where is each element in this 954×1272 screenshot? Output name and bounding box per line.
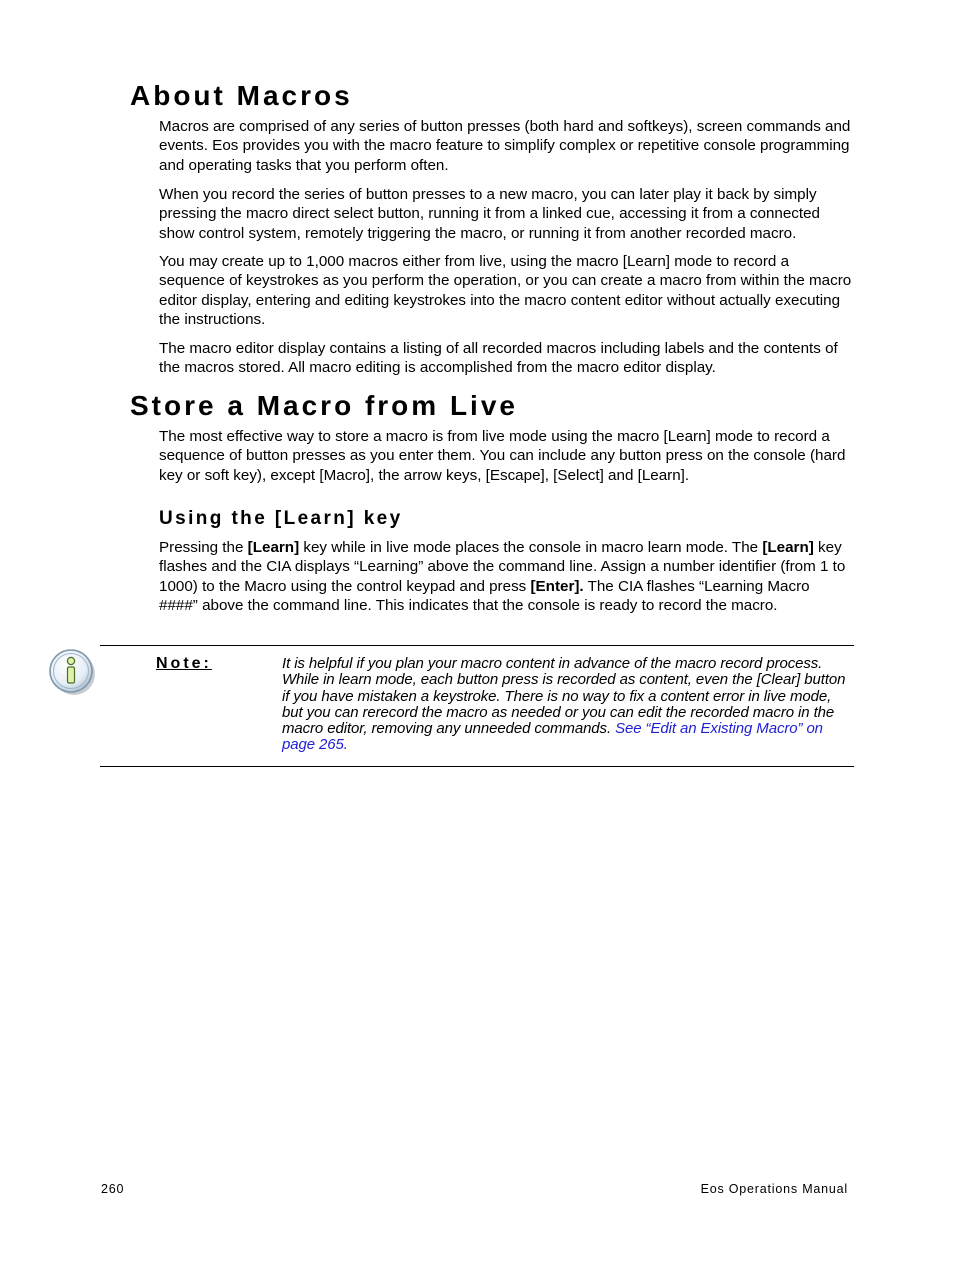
- heading-about-macros: About Macros: [130, 80, 353, 111]
- page-number: 260: [101, 1182, 125, 1196]
- about-paragraph-2: When you record the series of button presses to a new macro, you can later play it back by simply pressing the macro direct select button, running it from a linked cue, accessing it from a connected show control system, remotely triggering the macro, or running it from another recorded macro.: [159, 186, 820, 242]
- enter-key-bold: [Enter].: [530, 577, 584, 595]
- learn-key-bold: [Learn]: [247, 539, 300, 556]
- note-text: It is helpful if you plan your macro content in advance of the macro record process. While in learn mode, each button press is recorded as content, even the [Clear] button if you have mistaken a keystroke. There is no way to fix a content error in live mode, but you can rerecord the macro as needed or you can edit the recorded macro in the macro editor, removing any unneeded commands. See “Edit an Existing Macro” on page 265.: [282, 655, 846, 754]
- manual-title: Eos Operations Manual: [700, 1182, 848, 1196]
- learn-paragraph: Pressing the [Learn] key while in live mode places the console in macro learn mode. The [Learn] key flashes and the CIA displays “Learning” above the command line. Assign a number identifier (from 1 to 1000) to the Macro using the control keypad and press [Enter]. The CIA flashes “Learning Macro ####” above the command line. This indicates that the console is ready to record the macro.: [159, 539, 846, 615]
- note-label: Note:: [156, 655, 212, 672]
- note-top-rule: [100, 645, 854, 646]
- info-icon: [48, 648, 98, 698]
- about-paragraph-3: You may create up to 1,000 macros either from live, using the macro [Learn] mode to record a sequence of keystrokes as you perform the operation, or you can create a macro from within the macro editor display, entering and editing keystrokes into the macro content editor without actually executing the instructions.: [159, 253, 852, 329]
- see-edit-macro-link[interactable]: See “Edit an Existing Macro” on page 265.: [282, 720, 823, 754]
- about-paragraph-4: The macro editor display contains a listing of all recorded macros including labels and the contents of the macros stored. All macro editing is accomplished from the macro editor display.: [159, 340, 838, 377]
- heading-store-macro-from-live: Store a Macro from Live: [130, 390, 518, 421]
- note-bottom-rule: [100, 766, 854, 767]
- heading-using-learn-key: Using the [Learn] key: [159, 508, 403, 529]
- store-paragraph-1: The most effective way to store a macro is from live mode using the macro [Learn] mode to record a sequence of button presses as you enter them. You can include any button press on the console (hard key or soft key), except [Macro], the arrow keys, [Escape], [Select] and [Learn].: [159, 428, 846, 484]
- learn-key-bold: [Learn]: [762, 539, 814, 556]
- about-paragraph-1: Macros are comprised of any series of button presses (both hard and softkeys), screen commands and events. Eos provides you with the macro feature to simplify complex or repetitive console programming and operating tasks that you perform often.: [159, 118, 851, 174]
